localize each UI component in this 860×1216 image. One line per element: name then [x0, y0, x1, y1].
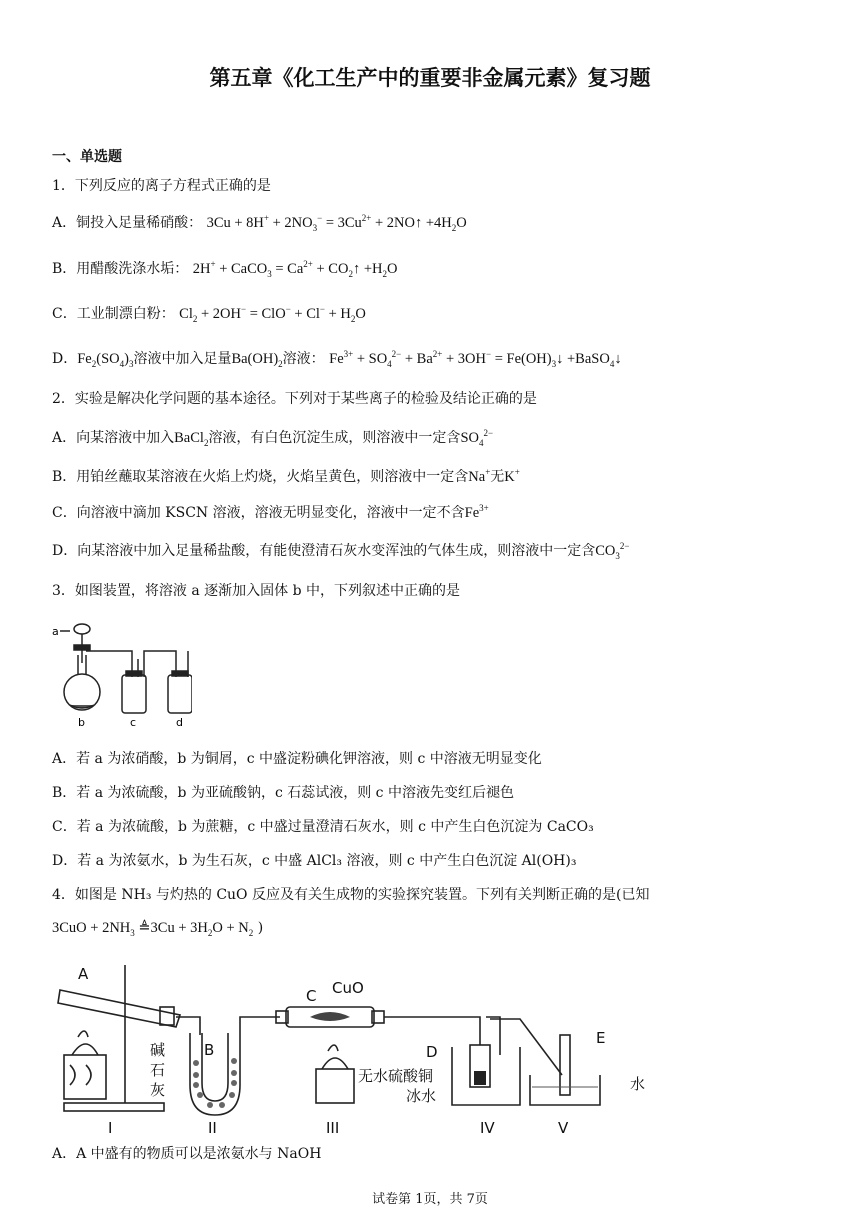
- q2-option-d: D．向某溶液中加入足量稀盐酸，有能使澄清石灰水变浑浊的气体生成，则溶液中一定含$CO_3^{2-}$: [52, 541, 630, 561]
- q2-option-c: C．向溶液中滴加 KSCN 溶液，溶液无明显变化，溶液中一定不含$Fe^{3+}$: [52, 503, 489, 521]
- soda-lime-3: 灰: [150, 1081, 166, 1099]
- q4-stem: 4．如图是 NH₃ 与灼热的 CuO 反应及有关生成物的实验探究装置。下列有关判断正确的是(已知: [52, 887, 650, 903]
- q1-option-a: A．铜投入足量稀硝酸： $3Cu + 8H^+ + 2NO_3^- = 3Cu^{2+}$ + 2NO↑ $+4H_2O$: [52, 213, 467, 233]
- label-ice-water: 冰水: [406, 1087, 437, 1105]
- q1-option-c: C．工业制漂白粉： $Cl_2 + 2OH^- = ClO^- + Cl^- + H_2O$: [52, 304, 366, 324]
- q2-option-a: A．向某溶液中加入BaCl$_2$溶液，有白色沉淀生成，则溶液中一定含$SO_4^{2-}$: [52, 428, 494, 448]
- label-b: b: [78, 716, 85, 729]
- q3-option-c: C．若 a 为浓硫酸，b 为蔗糖，c 中盛过量澄清石灰水，则 c 中产生白色沉淀为 CaCO₃: [52, 819, 594, 835]
- soda-lime-1: 碱: [150, 1041, 166, 1059]
- q2-stem: 2．实验是解决化学问题的基本途径。下列对于某些离子的检验及结论正确的是: [52, 391, 537, 407]
- soda-lime-2: 石: [150, 1061, 166, 1079]
- label-A: A: [78, 965, 89, 983]
- q1-option-d: D．$Fe_2(SO_4)_3$溶液中加入足量$Ba(OH)_2$溶液： $Fe^{3+} + SO_4^{2-} + Ba^{2+} + 3OH^-$ = $Fe(OH)_3↓$ +BaSO$_4$↓: [52, 349, 622, 369]
- q3-option-b: B．若 a 为浓硫酸，b 为亚硫酸钠，c 石蕊试液，则 c 中溶液先变红后褪色: [52, 785, 514, 801]
- page-footer: 试卷第 1页，共 7页: [372, 1192, 488, 1207]
- label-a: a: [52, 625, 59, 638]
- q3-option-a: A．若 a 为浓硝酸，b 为铜屑，c 中盛淀粉碘化钾溶液，则 c 中溶液无明显变化: [52, 751, 542, 767]
- label-C: C: [306, 987, 317, 1005]
- q4-option-a: A．A 中盛有的物质可以是浓氨水与 NaOH: [52, 1146, 322, 1162]
- section-heading: 一、单选题: [52, 149, 122, 165]
- label-D: D: [426, 1043, 438, 1061]
- q2-option-b: B．用铂丝蘸取某溶液在火焰上灼烧，火焰呈黄色，则溶液中一定含Na+无K+: [52, 467, 520, 485]
- label-V: V: [558, 1119, 569, 1135]
- label-E: E: [596, 1029, 606, 1047]
- q3-option-d: D．若 a 为浓氨水，b 为生石灰，c 中盛 AlCl₃ 溶液，则 c 中产生白色沉淀 Al(OH)₃: [52, 853, 577, 869]
- page-title: 第五章《化工生产中的重要非金属元素》复习题: [209, 66, 651, 90]
- q1-option-b: B．用醋酸洗涤水垢： 2H+ + CaCO$_3$ = $Ca^{2+}$ + $CO_2↑ +H_2O$: [52, 259, 398, 279]
- q3-stem: 3．如图装置，将溶液 a 逐渐加入固体 b 中，下列叙述中正确的是: [52, 583, 461, 599]
- label-water: 水: [630, 1075, 646, 1093]
- q4-equation: $3CuO + 2NH_3$ ≜3Cu + $3H_2O + N_2$ ): [52, 920, 264, 938]
- q3-apparatus-figure: [52, 615, 192, 730]
- label-B: B: [204, 1041, 215, 1059]
- label-d: d: [176, 716, 183, 729]
- label-III: III: [326, 1119, 340, 1135]
- label-IV: IV: [480, 1119, 495, 1135]
- label-I: I: [108, 1119, 113, 1135]
- label-c: c: [130, 716, 137, 729]
- q4-apparatus-figure: [50, 955, 660, 1135]
- q1-stem: 1．下列反应的离子方程式正确的是: [52, 178, 271, 194]
- label-CuO: CuO: [332, 979, 364, 997]
- label-II: II: [208, 1119, 217, 1135]
- label-cuso4: 无水硫酸铜: [358, 1067, 434, 1085]
